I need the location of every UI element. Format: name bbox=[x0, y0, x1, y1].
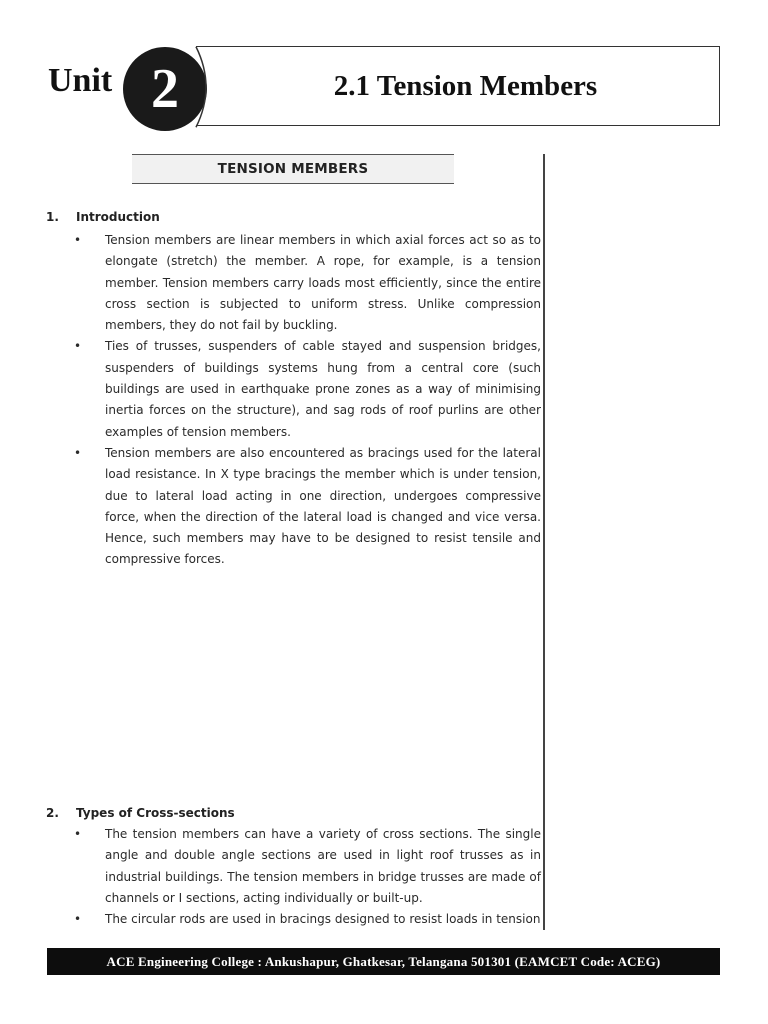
list-item: • The circular rods are used in bracings designed to resist loads in tension bbox=[74, 909, 541, 930]
bullet-icon: • bbox=[74, 233, 82, 247]
list-item: • Tension members are linear members in which axial forces act so as to elongate (stretch) the member. A rope, for example, is a tension member. Tension members carry loads most efficiently, since the entire cross section is subjected to uniform stress. Unlike compression members, they do not fail by buckling. bbox=[74, 230, 541, 336]
list-item: • The tension members can have a variety of cross sections. The single angle and double angle sections are used in light roof trusses as in industrial buildings. The tension members in bridge trusses are made of channels or I sections, acting individually or built-up. bbox=[74, 824, 541, 909]
section-1-heading bbox=[46, 210, 160, 224]
bullet-icon: • bbox=[74, 912, 82, 927]
section-1-bullets bbox=[74, 230, 541, 571]
section-2-bullets bbox=[74, 824, 541, 930]
section-heading: TENSION MEMBERS bbox=[132, 154, 454, 184]
list-item: • Tension members are also encountered as bracings used for the lateral load resistance. In X type bracings the member which is under tension, due to lateral load acting in one direction, undergoes compressive force, when the direction of the lateral load is changed and vice versa. Hence, such members may have to be designed to resist tensile and compressive forces. bbox=[74, 443, 541, 571]
chapter-title: 2.1 Tension Members bbox=[333, 69, 598, 102]
bullet-icon: • bbox=[74, 339, 82, 354]
section-1-title: Introduction bbox=[76, 210, 160, 224]
section-2-heading bbox=[46, 806, 235, 820]
section-1-number: 1. bbox=[46, 210, 59, 224]
margin-divider bbox=[543, 154, 545, 930]
bullet-icon: • bbox=[74, 827, 82, 841]
section-2-title: Types of Cross-sections bbox=[76, 806, 235, 820]
unit-label: Unit bbox=[48, 62, 113, 99]
page-footer: ACE Engineering College : Ankushapur, Ghatkesar, Telangana 501301 (EAMCET Code: ACEG) bbox=[47, 948, 720, 975]
chapter-title-box bbox=[196, 46, 720, 126]
list-item: • Ties of trusses, suspenders of cable stayed and suspension bridges, suspenders of buildings systems hung from a central core (such buildings are used in earthquake prone zones as a way of minimising inertia forces on the structure), and sag rods of roof purlins are other examples of tension members. bbox=[74, 336, 541, 442]
bullet-icon: • bbox=[74, 445, 82, 460]
unit-number-badge: 2 bbox=[123, 47, 207, 131]
section-2-number: 2. bbox=[46, 806, 59, 820]
